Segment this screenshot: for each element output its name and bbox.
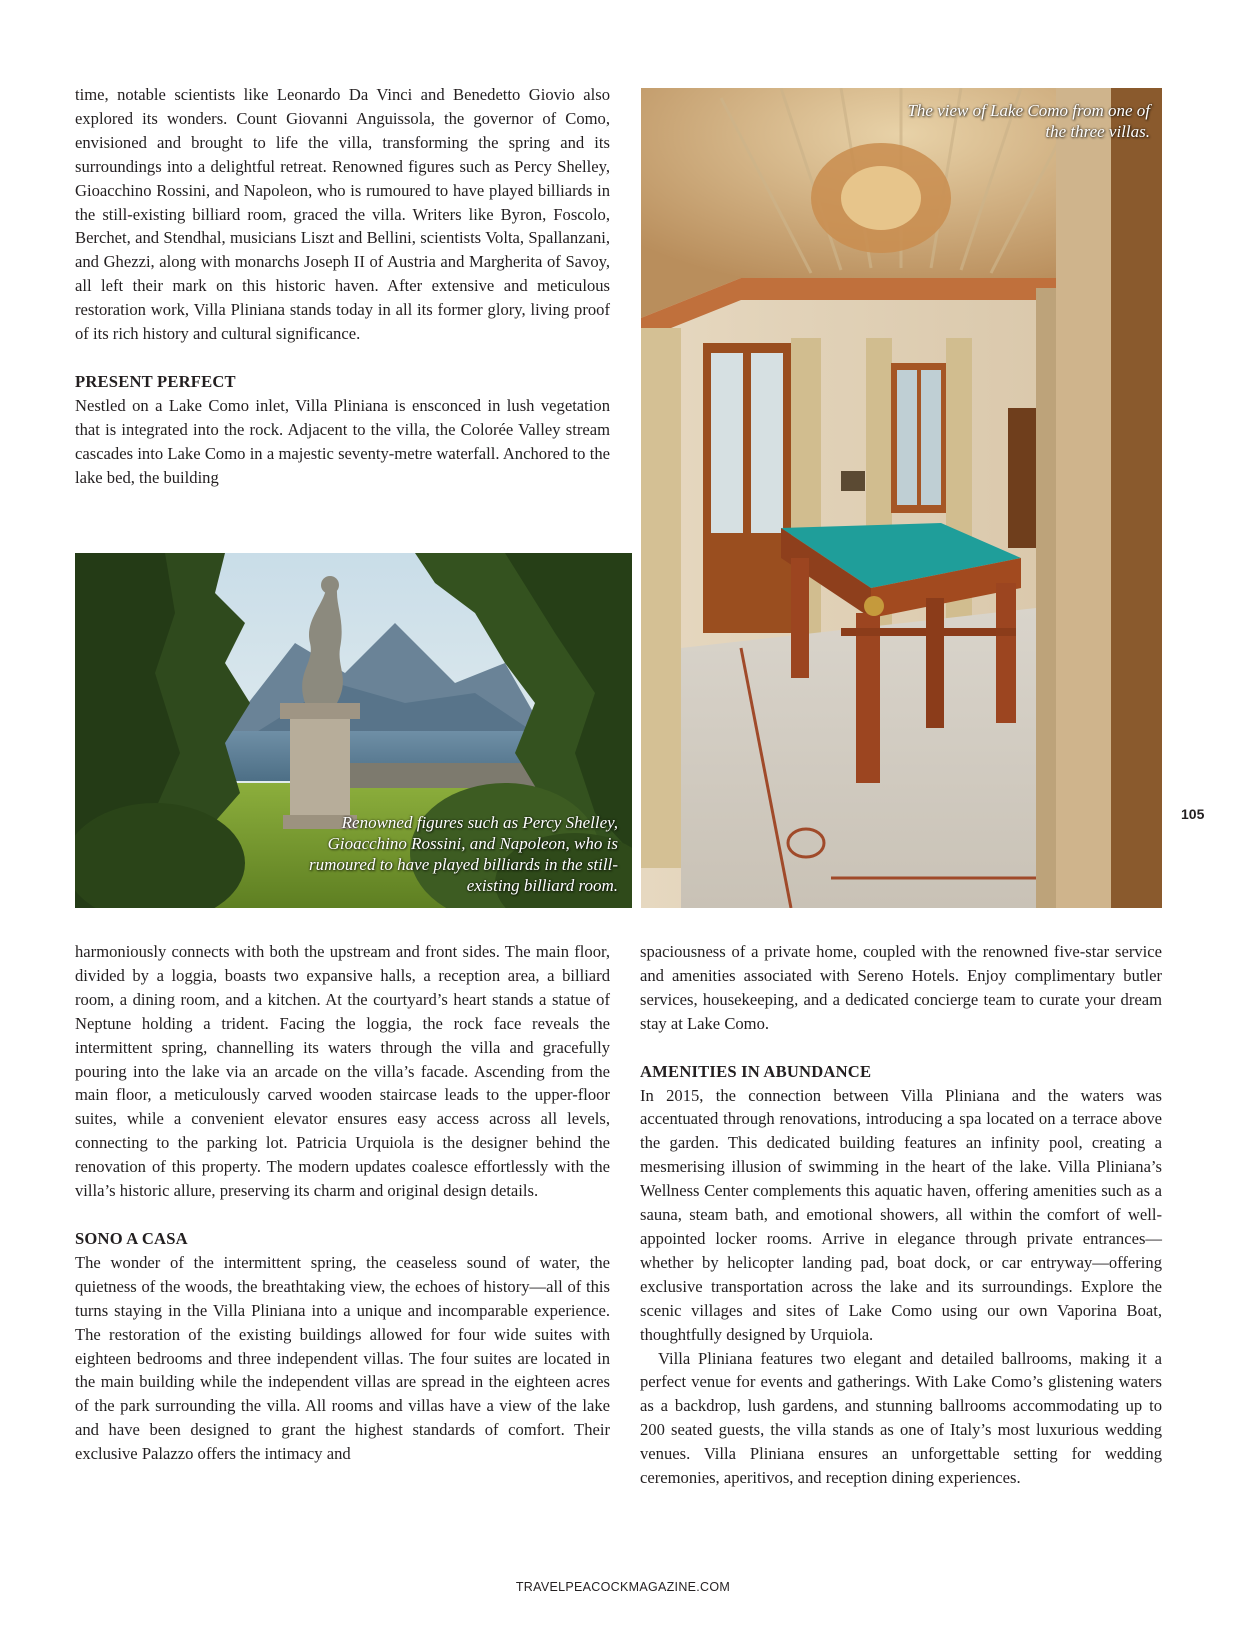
- right-bottom-column: [640, 940, 1162, 1490]
- amenities-paragraph: In 2015, the connection between Villa Pliniana and the waters was accentuated through renovations, introducing a spa located on a terrace above the garden. This dedicated building features an infinity pool, creating a mesmerising illusion of swimming in the heart of the lake. Villa Pliniana’s Wellness Center complements this aquatic haven, offering amenities such as a sauna, steam bath, and emotional showers, all within the comfort of well-appointed locker rooms. Arrive in elegance through private entrances—whether by helicopter landing pad, boat dock, or car entryway—offering exclusive transportation across the lake and its surroundings. Explore the scenic villages and sites of Lake Como using our own Vaporina Boat, thoughtfully designed by Urquiola.: [640, 1085, 1162, 1344]
- amenities-heading: AMENITIES IN ABUNDANCE: [640, 1061, 872, 1081]
- page-number: 105: [1181, 806, 1205, 822]
- sono-a-casa-paragraph: The wonder of the intermittent spring, the ceaseless sound of water, the quietness of the woods, the breathtaking view, the echoes of history—all of this turns staying in the Villa Pliniana into a unique and incomparable experience. The restoration of the existing buildings allowed for four wide suites with eighteen bedrooms and three independent villas. The four suites are located in the main building while the independent villas are spread in the eighteen acres of the park surrounding the villa. All rooms and villas have a view of the lake and have been designed to grant the highest standards of comfort. Their exclusive Palazzo offers the intimacy and: [75, 1252, 610, 1464]
- top-text-block: [75, 83, 610, 490]
- ballrooms-paragraph: Villa Pliniana features two elegant and detailed ballrooms, making it a perfect venue for events and gatherings. With Lake Como’s glistening waters as a backdrop, lush gardens, and stunning ballrooms accommodating up to 200 seated guests, the villa stands as one of Italy’s most luxurious wedding venues. Villa Pliniana ensures an unforgettable setting for wedding ceremonies, aperitivos, and reception dining experiences.: [640, 1348, 1162, 1488]
- continued-paragraph: harmoniously connects with both the upstream and front sides. The main floor, divided by a loggia, boasts two expansive halls, a reception area, a billiard room, a dining room, and a kitchen. At the courtyard’s heart stands a statue of Neptune holding a trident. Facing the loggia, the rock face reveals the intermittent spring, channelling its waters through the villa and gracefully pouring into the lake via an arcade on the villa’s facade. Ascending from the main floor, a meticulously carved wooden staircase leads to the upper-floor suites, while a convenient elevator ensures easy access across all levels, connecting to the parking lot. Patricia Urquiola is the designer behind the renovation of this property. The modern updates coalesce effortlessly with the villa’s historic allure, preserving its charm and original design details.: [75, 942, 610, 1201]
- right-continued-paragraph: spaciousness of a private home, coupled with the renowned five-star service and amenities associated with Sereno Hotels. Enjoy complimentary butler services, housekeeping, and a dedicated concierge team to curate your dream stay at Lake Como.: [640, 942, 1162, 1033]
- garden-photo-caption: Renowned figures such as Percy Shelley, Gioacchino Rossini, and Napoleon, who is rumoured to have played billiards in the still-existing billiard room.: [309, 813, 618, 895]
- garden-statue-photo: [75, 553, 632, 908]
- intro-paragraph: time, notable scientists like Leonardo Da Vinci and Benedetto Giovio also explored its wonders. Count Giovanni Anguissola, the governor of Como, envisioned and brought to life the villa, transforming the spring and its surroundings into a delightful retreat. Renowned figures such as Percy Shelley, Gioacchino Rossini, and Napoleon, who is rumoured to have played billiards in the still-existing billiard room, graced the villa. Writers like Byron, Foscolo, Berchet, and Stendhal, musicians Liszt and Bellini, scientists Volta, Spallanzani, and Ghezzi, along with monarchs Joseph II of Austria and Margherita of Savoy, all left their mark on this historic haven. After extensive and meticulous restoration work, Villa Pliniana stands today in all its former glory, living proof of its rich history and cultural significance.: [75, 85, 610, 344]
- left-bottom-column: [75, 940, 610, 1466]
- present-perfect-heading: PRESENT PERFECT: [75, 371, 236, 391]
- present-perfect-paragraph: Nestled on a Lake Como inlet, Villa Pliniana is ensconced in lush vegetation that is integrated into the rock. Adjacent to the villa, the Colorée Valley stream cascades into Lake Como in a majestic seventy-metre waterfall. Anchored to the lake bed, the building: [75, 395, 610, 487]
- billiard-room-photo: [641, 88, 1162, 908]
- billiard-photo-caption: The view of Lake Como from one of the three villas.: [907, 101, 1150, 141]
- sono-a-casa-heading: SONO A CASA: [75, 1228, 188, 1248]
- footer-website: TRAVELPEACOCKMAGAZINE.COM: [515, 1580, 731, 1594]
